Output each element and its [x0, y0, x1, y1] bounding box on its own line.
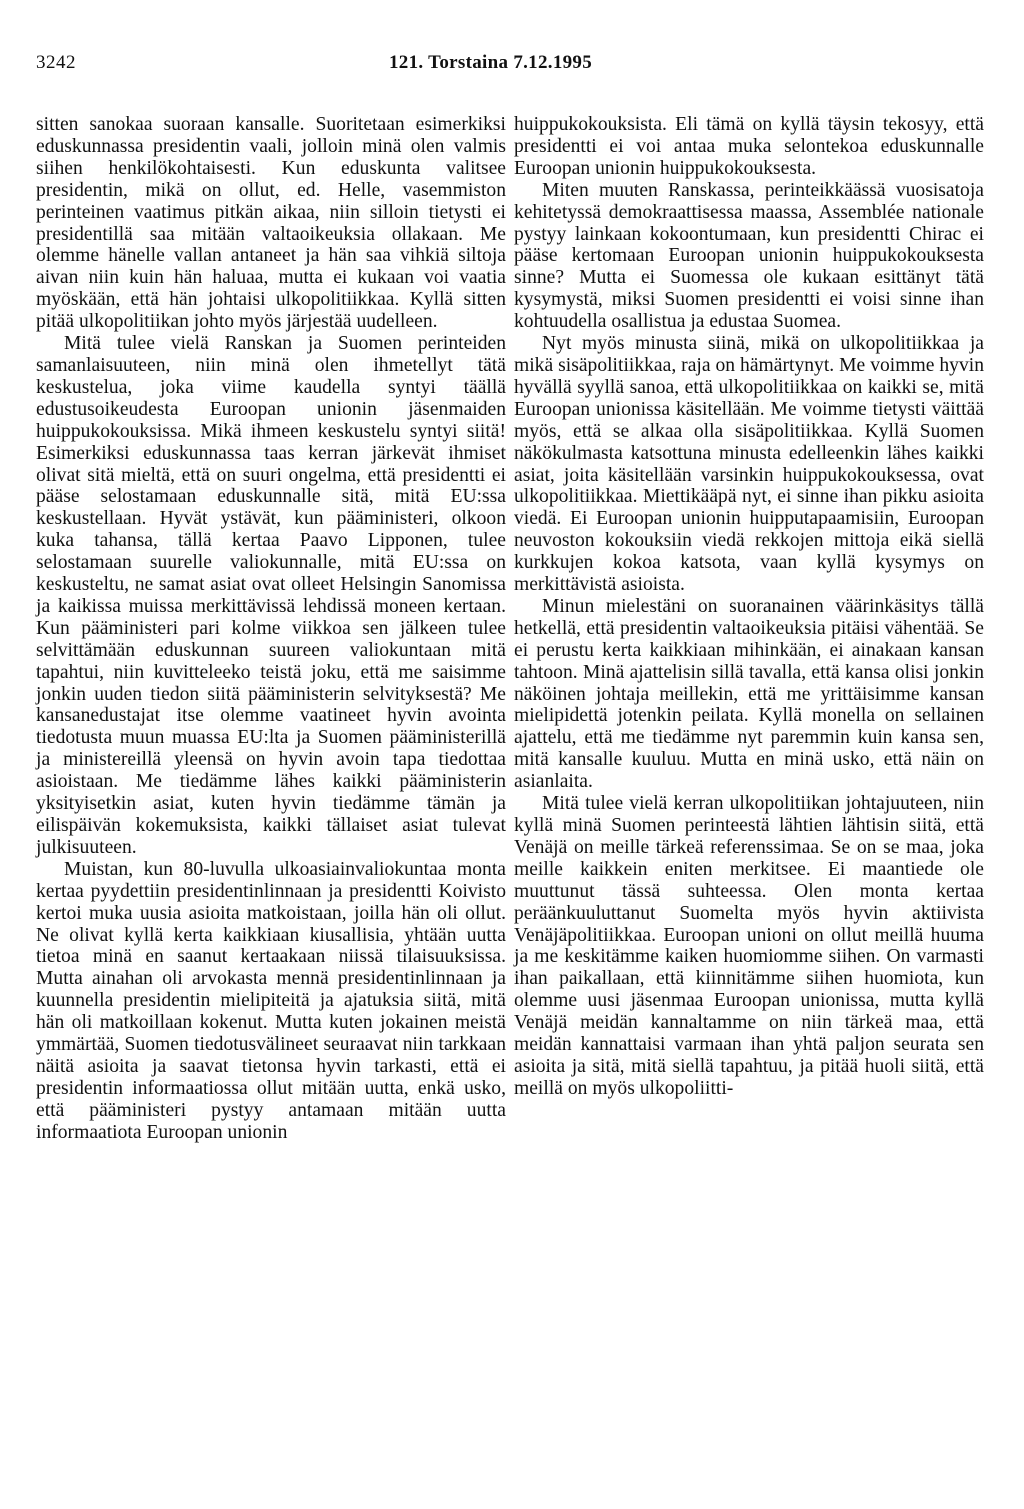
paragraph: Muistan, kun 80-luvulla ulkoasiainvaliokuntaa monta kertaa pyydettiin presidentinlinnaan ja presidentti Koivisto kertoi muka uusia asioita matkoistaan, joilla hän oli ollut. Ne olivat kyllä kerta kaikkiaan kiusallisia, yhtään uutta tietoa minä en saanut kertaakaan niissä tilaisuuksissa. Mutta ainahan oli arvokasta mennä presidentinlinnaan ja kuunnella presidentin mielipiteitä ja ajatuksia siitä, mitä hän oli matkoillaan kokenut. Mutta kuten jokainen meistä ymmärtää, Suomen tiedotusvälineet seuraavat niin tarkkaan näitä asioita ja saavat tietonsa hyvin tarkasti, että ei presidentin informaatiossa ollut mitään uutta, enkä usko, että pääministeri pystyy antamaan mitään uutta informaatiota Euroopan unionin [36, 858, 506, 1143]
page-number: 3242 [36, 52, 76, 73]
paragraph: Nyt myös minusta siinä, mikä on ulkopolitiikkaa ja mikä sisäpolitiikkaa, raja on hämärtynyt. Me voimme hyvin hyvällä syyllä sanoa, että ulkopolitiikkaa on kaikki se, mitä Euroopan unionissa käsitellään. Me voimme tietysti väittää myös, että se alkaa olla sisäpolitiikkaa. Kyllä Suomen näkökulmasta katsottuna minusta edelleenkin lähes kaikki asiat, joita käsitellään varsinkin huippukokouksessa, ovat ulkopolitiikkaa. Miettikääpä nyt, ei sinne ihan pikku asioita viedä. Ei Euroopan unionin huipputapaamisiin, Euroopan neuvoston kokouksiin viedä rekkojen mittoja eikä siellä kurkkujen kokoa katsota, vaan kyllä kysymys on merkittävistä asioista. [514, 333, 984, 596]
paragraph: Mitä tulee vielä Ranskan ja Suomen perinteiden samanlaisuuteen, niin minä olen ihmetellyt tätä keskustelua, joka viime kaudella syntyi täällä edustusoikeudesta Euroopan unionin jäsenmaiden huippukokouksissa. Mikä ihmeen keskustelu syntyi siitä! Esimerkiksi eduskunnassa taas kerran järkevät ihmiset olivat sitä mieltä, että on suuri ongelma, että presidentti ei pääse selostamaan eduskunnalle sitä, mitä EU:ssa keskustellaan. Hyvät ystävät, kun pääministeri, olkoon kuka tahansa, tällä kertaa Paavo Lipponen, tulee selostamaan suurelle valiokunnalle, mitä EU:ssa on keskusteltu, ne samat asiat ovat olleet Helsingin Sanomissa ja kaikissa muissa merkittävissä lehdissä moneen kertaan. Kun pääministeri pari kolme viikkoa sen jälkeen tulee selvittämään eduskunnan suureen valiokuntaan mitä tapahtui, niin kuvitteleeko teistä joku, että me saisimme jonkin uuden tiedon siitä pääministerin selvityksestä? Me kansanedustajat itse olemme vaatineet hyvin avointa tiedotusta muun muassa EU:lta ja Suomen pääministerillä ja ministereillä yleensä on hyvin avoin tapa tiedottaa asioistaan. Me tiedämme lähes kaikki pääministerin yksityisetkin asiat, kuten hyvin tiedämme tämän ja eilispäivän kokemuksista, kaikki tällaiset asiat tulevat julkisuuteen. [36, 333, 506, 858]
paragraph: Mitä tulee vielä kerran ulkopolitiikan johtajuuteen, niin kyllä minä Suomen perinteestä lähtien lähtisin siitä, että Venäjä on meille tärkeä referenssimaa. Se on se maa, joka meille kaikkein eniten merkitsee. Ei maantiede ole muuttunut tässä suhteessa. Olen monta kertaa peräänkuuluttanut Suomelta myös hyvin aktiivista Venäjäpolitiikkaa. Euroopan unioni on ollut meillä huuma ja me keskitämme kaiken huomiomme siihen. On varmasti ihan paikallaan, että kiinnitämme siihen huomiota, kun olemme uusi jäsenmaa Euroopan unionissa, mutta kyllä Venäjä meidän kannaltamme on niin tärkeä maa, että meidän kannattaisi varmaan ihan yhtä paljon seurata sen asioita ja sitä, mitä siellä tapahtuu, ja pitää huoli siitä, että meillä on myös ulkopoliitti- [514, 793, 984, 1099]
paragraph: Minun mielestäni on suoranainen väärinkäsitys tällä hetkellä, että presidentin valtaoikeuksia pitäisi vähentää. Se ei perustu kerta kaikkiaan mihinkään, ei ainakaan kansan tahtoon. Minä ajattelisin sillä tavalla, että kansa olisi jonkin näköinen johtaja meillekin, että me yrittäisimme kansan mielipidettä jotenkin peilata. Kyllä monella on sellainen ajattelu, että me tiedämme nyt paremmin kuin kansa sen, mitä kansalle kuuluu. Mutta en minä usko, että näin on asianlaita. [514, 595, 984, 793]
paragraph: huippukokouksista. Eli tämä on kyllä täysin tekosyy, että presidentti ei voi antaa muka selontekoa eduskunnalle Euroopan unionin huippukokouksesta. [514, 114, 984, 179]
paragraph: sitten sanokaa suoraan kansalle. Suoritetaan esimerkiksi eduskunnassa presidentin vaali, jolloin minä olen valmis siihen henkilökohtaisesti. Kun eduskunta valitsee presidentin, mikä on ollut, ed. Helle, vasemmiston perinteinen vaatimus pitkän aikaa, niin silloin tietysti ei presidentillä saa mitään valtaoikeuksia ollakaan. Me olemme hänelle vallan antaneet ja hän saa vihkiä siltoja aivan niin kuin hän haluaa, mutta ei kukaan voi vaatia myöskään, että hän johtaisi ulkopolitiikkaa. Kyllä sitten pitää ulkopolitiikan johto myös järjestää uudelleen. [36, 114, 506, 333]
session-title: 121. Torstaina 7.12.1995 [389, 52, 593, 73]
right-column [514, 114, 984, 1100]
left-column [36, 114, 506, 1144]
paragraph: Miten muuten Ranskassa, perinteikkäässä vuosisatoja kehitetyssä demokraattisessa maassa, Assemblée nationale pystyy lainkaan kokoontumaan, kun presidentti Chirac ei pääse kertomaan Euroopan unionin huippukokouksesta sinne? Mutta ei Suomessa ole kukaan esittänyt tätä kysymystä, miksi Suomen presidentti ei voisi sinne ihan kohtuudella osallistua ja edustaa Suomea. [514, 179, 984, 333]
